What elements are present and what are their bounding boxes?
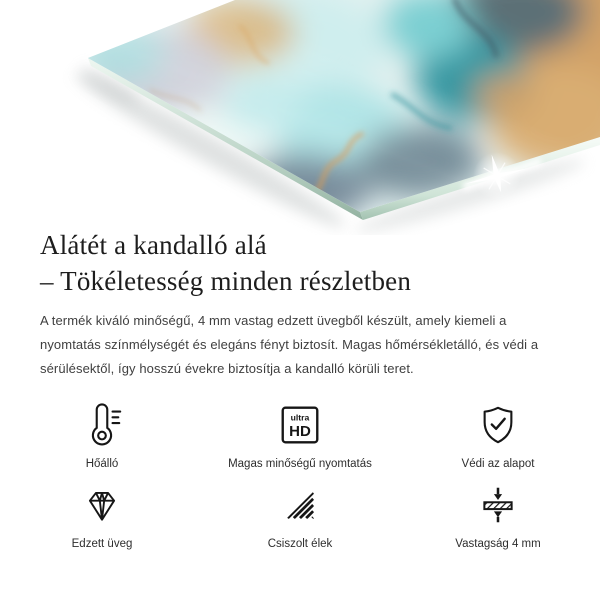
ultra-text: ultra xyxy=(290,412,310,423)
section-title-line1: Alátét a kandalló alá xyxy=(40,230,267,260)
features-grid xyxy=(30,399,570,551)
thermometer-icon xyxy=(80,402,124,448)
feature-label: Edzett üveg xyxy=(71,538,133,550)
shield-check-icon xyxy=(477,404,519,446)
product-description: A termék kiváló minőségű, 4 mm vastag edzett üvegből készült, amely kiemeli a nyomtatás színmélységét és elegáns fényt biztosít. Magas hőmérsékletálló, és védi a sérülésektől, így hosszú évekre biztosítja a kandalló körüli teret. xyxy=(40,313,539,376)
product-hero-image xyxy=(0,0,600,235)
beveled-edge-icon xyxy=(283,488,317,522)
ultra-hd-icon xyxy=(280,405,320,445)
feature-heat-resistant xyxy=(30,399,174,471)
feature-label: Hőálló xyxy=(85,458,119,470)
hd-text: HD xyxy=(289,422,311,440)
feature-label: Csiszolt élek xyxy=(267,538,333,550)
feature-label: Védi az alapot xyxy=(461,458,535,470)
feature-polished-edges xyxy=(174,479,426,551)
feature-tempered-glass xyxy=(30,479,174,551)
feature-protects-base xyxy=(426,399,570,471)
feature-label: Vastagság 4 mm xyxy=(455,538,541,550)
section-title-line2: – Tökéletesség minden részletben xyxy=(40,266,412,296)
glass-panel-photo xyxy=(0,0,600,235)
diamond-icon xyxy=(83,486,121,524)
section-title xyxy=(40,227,411,299)
feature-print-quality xyxy=(174,399,426,471)
feature-thickness xyxy=(426,479,570,551)
thickness-icon xyxy=(478,485,518,525)
feature-label: Magas minőségű nyomtatás xyxy=(228,458,372,470)
